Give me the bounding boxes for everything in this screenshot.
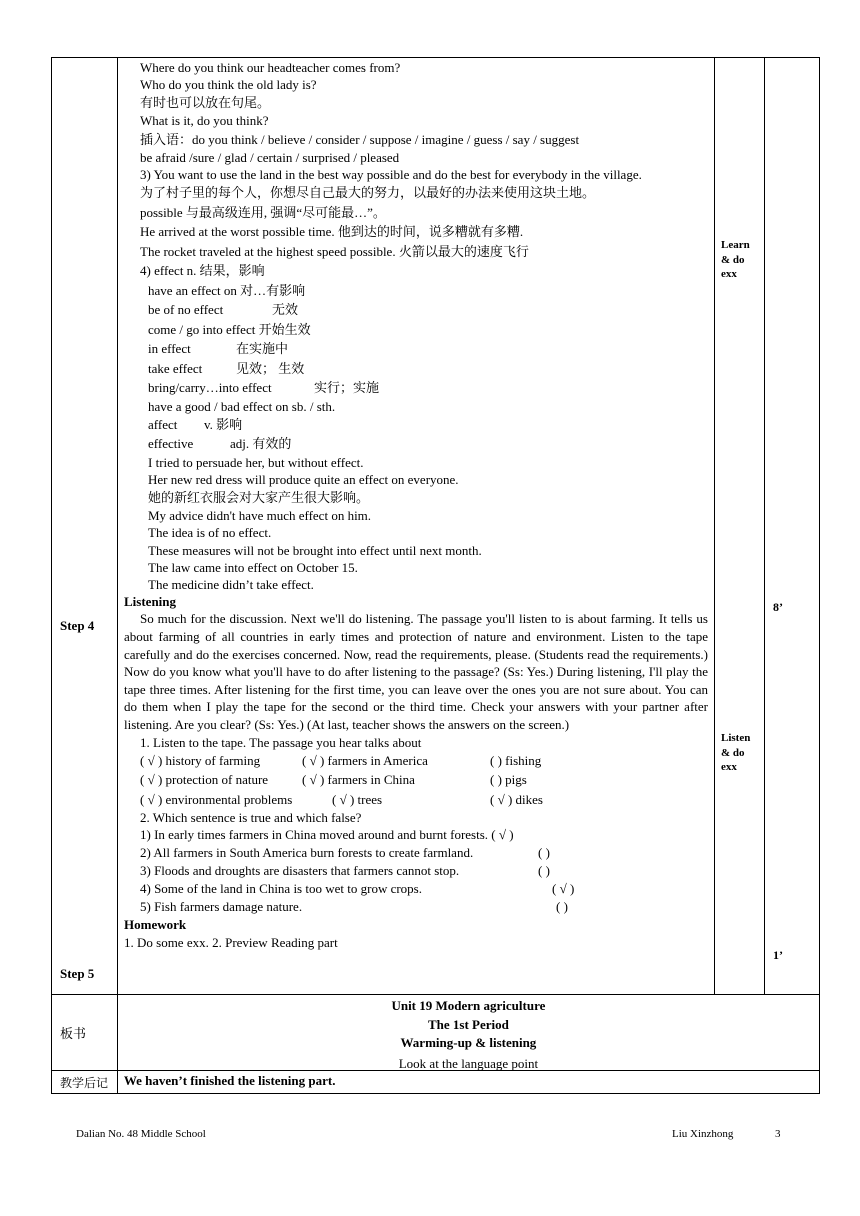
- content-line: He arrived at the worst possible time. 他到达的时间，说多糟就有多糟.: [140, 224, 524, 240]
- listening-paragraph: So much for the discussion. Next we'll do listening. The passage you'll listen to is about farming. It tells us about farming of all countries in early times and protection of nature and environment. Listen to the tape carefully and do the exercises concerned. Now, read the requirements, please. (Students read the requirements.) Now do you know what you'll have to do after listening to the passage? (Ss: Yes.) During listening, I'll play the tape three times. After listening for the first time, you can leave over the ones you are not sure about. You can do them when I play the tape for the second or the third time. Check your answers with your partner after listening. Are you clear? (Ss: Yes.) (At last, teacher shows the answers on the screen.): [124, 611, 708, 732]
- content-line: The rocket traveled at the highest speed possible. 火箭以最大的速度飞行: [140, 243, 529, 259]
- content-line: 有时也可以放在句尾。: [140, 95, 271, 111]
- step-column: [52, 58, 118, 994]
- homework-text: 1. Do some exx. 2. Preview Reading part: [124, 934, 338, 950]
- board-line: Unit 19 Modern agriculture: [391, 998, 546, 1013]
- content-line: come / go into effect 开始生效: [148, 321, 311, 337]
- content-line: 1) In early times farmers in China moved around and burnt forests. ( √ ): [140, 827, 514, 843]
- content-line: 1. Listen to the tape. The passage you hear talks about: [140, 734, 422, 750]
- activity-listen: Listen & do exx: [721, 732, 751, 773]
- content-line: 4) effect n. 结果，影响: [140, 263, 265, 279]
- activity-column: [715, 58, 765, 994]
- time-step-4: 8’: [773, 600, 783, 614]
- reflection-row: [52, 1070, 819, 1093]
- choice-row: ( √ ) history of farming ( √ ) farmers in America ( ) fishing: [140, 752, 542, 768]
- content-line: affect v. 影响: [148, 416, 243, 432]
- content-line: 3) Floods and droughts are disasters that farmers cannot stop. ( ): [140, 863, 550, 879]
- content-line: effective adj. 有效的: [148, 436, 292, 452]
- choice-row: ( √ ) environmental problems ( √ ) trees ( √ ) dikes: [140, 791, 543, 807]
- content-line: 她的新红衣服会对大家产生很大影响。: [148, 490, 370, 506]
- footer-page-number: 3: [775, 1128, 781, 1140]
- lesson-plan-table: [51, 57, 820, 1094]
- content-line: in effect 在实施中: [148, 341, 289, 357]
- content-line: possible 与最高级连用, 强调“尽可能最…”。: [140, 204, 386, 220]
- content-line: be afraid /sure / glad / certain / surprised / pleased: [140, 149, 400, 165]
- steps-row: [52, 58, 819, 994]
- reflection-text: We haven’t finished the listening part.: [123, 1073, 336, 1088]
- content-line: 插入语：do you think / believe / consider / suppose / imagine / guess / say / suggest: [140, 131, 580, 147]
- content-line: The idea is of no effect.: [148, 525, 272, 541]
- content-line: Her new red dress will produce quite an effect on everyone.: [148, 471, 459, 487]
- lesson-content: [118, 58, 715, 994]
- listening-heading: Listening: [124, 594, 177, 610]
- step-4-label: Step 4: [60, 618, 95, 633]
- content-line: take effect 见效； 生效: [148, 360, 305, 376]
- content-line: have a good / bad effect on sb. / sth.: [148, 398, 336, 414]
- content-line: The medicine didn’t take effect.: [148, 576, 314, 592]
- time-column: [765, 58, 819, 994]
- reflection-label: 教学后记: [52, 1071, 118, 1093]
- board-line: Warming-up & listening: [400, 1035, 537, 1050]
- content-line: I tried to persuade her, but without effect.: [148, 454, 364, 470]
- content-line: These measures will not be brought into effect until next month.: [148, 542, 482, 558]
- content-line: The law came into effect on October 15.: [148, 559, 358, 575]
- content-line: be of no effect 无效: [148, 302, 299, 318]
- content-line: 为了村子里的每个人，你想尽自己最大的努力，以最好的办法来使用这块土地。: [140, 185, 596, 201]
- content-line: 2. Which sentence is true and which false?: [140, 810, 362, 826]
- board-note: Look at the language point: [398, 1055, 539, 1071]
- homework-heading: Homework: [124, 917, 187, 933]
- board-row: [52, 994, 819, 1070]
- board-line: The 1st Period: [427, 1016, 509, 1032]
- content-line: 5) Fish farmers damage nature. ( ): [140, 899, 568, 915]
- time-step-5: 1’: [773, 948, 783, 962]
- step-5-label: Step 5: [60, 966, 95, 981]
- content-line: Who do you think the old lady is?: [140, 77, 317, 93]
- content-line: 2) All farmers in South America burn forests to create farmland. ( ): [140, 845, 550, 861]
- board-label: 板书: [52, 995, 118, 1070]
- content-line: 4) Some of the land in China is too wet to grow crops. ( √ ): [140, 881, 575, 897]
- content-line: Where do you think our headteacher comes from?: [140, 60, 401, 75]
- footer-author: Liu Xinzhong: [672, 1128, 734, 1140]
- choice-row: ( √ ) protection of nature ( √ ) farmers in China ( ) pigs: [140, 772, 527, 788]
- footer-school: Dalian No. 48 Middle School: [76, 1128, 206, 1140]
- content-paragraph: 3) You want to use the land in the best way possible and do the best for everybody in the village.: [140, 166, 642, 182]
- content-line: What is it, do you think?: [140, 113, 269, 129]
- content-line: have an effect on 对…有影响: [148, 282, 306, 298]
- activity-learn: Learn & do exx: [721, 239, 750, 280]
- board-content: [118, 995, 819, 1070]
- content-line: bring/carry…into effect 实行；实施: [148, 380, 380, 396]
- content-line: My advice didn't have much effect on him.: [148, 508, 372, 524]
